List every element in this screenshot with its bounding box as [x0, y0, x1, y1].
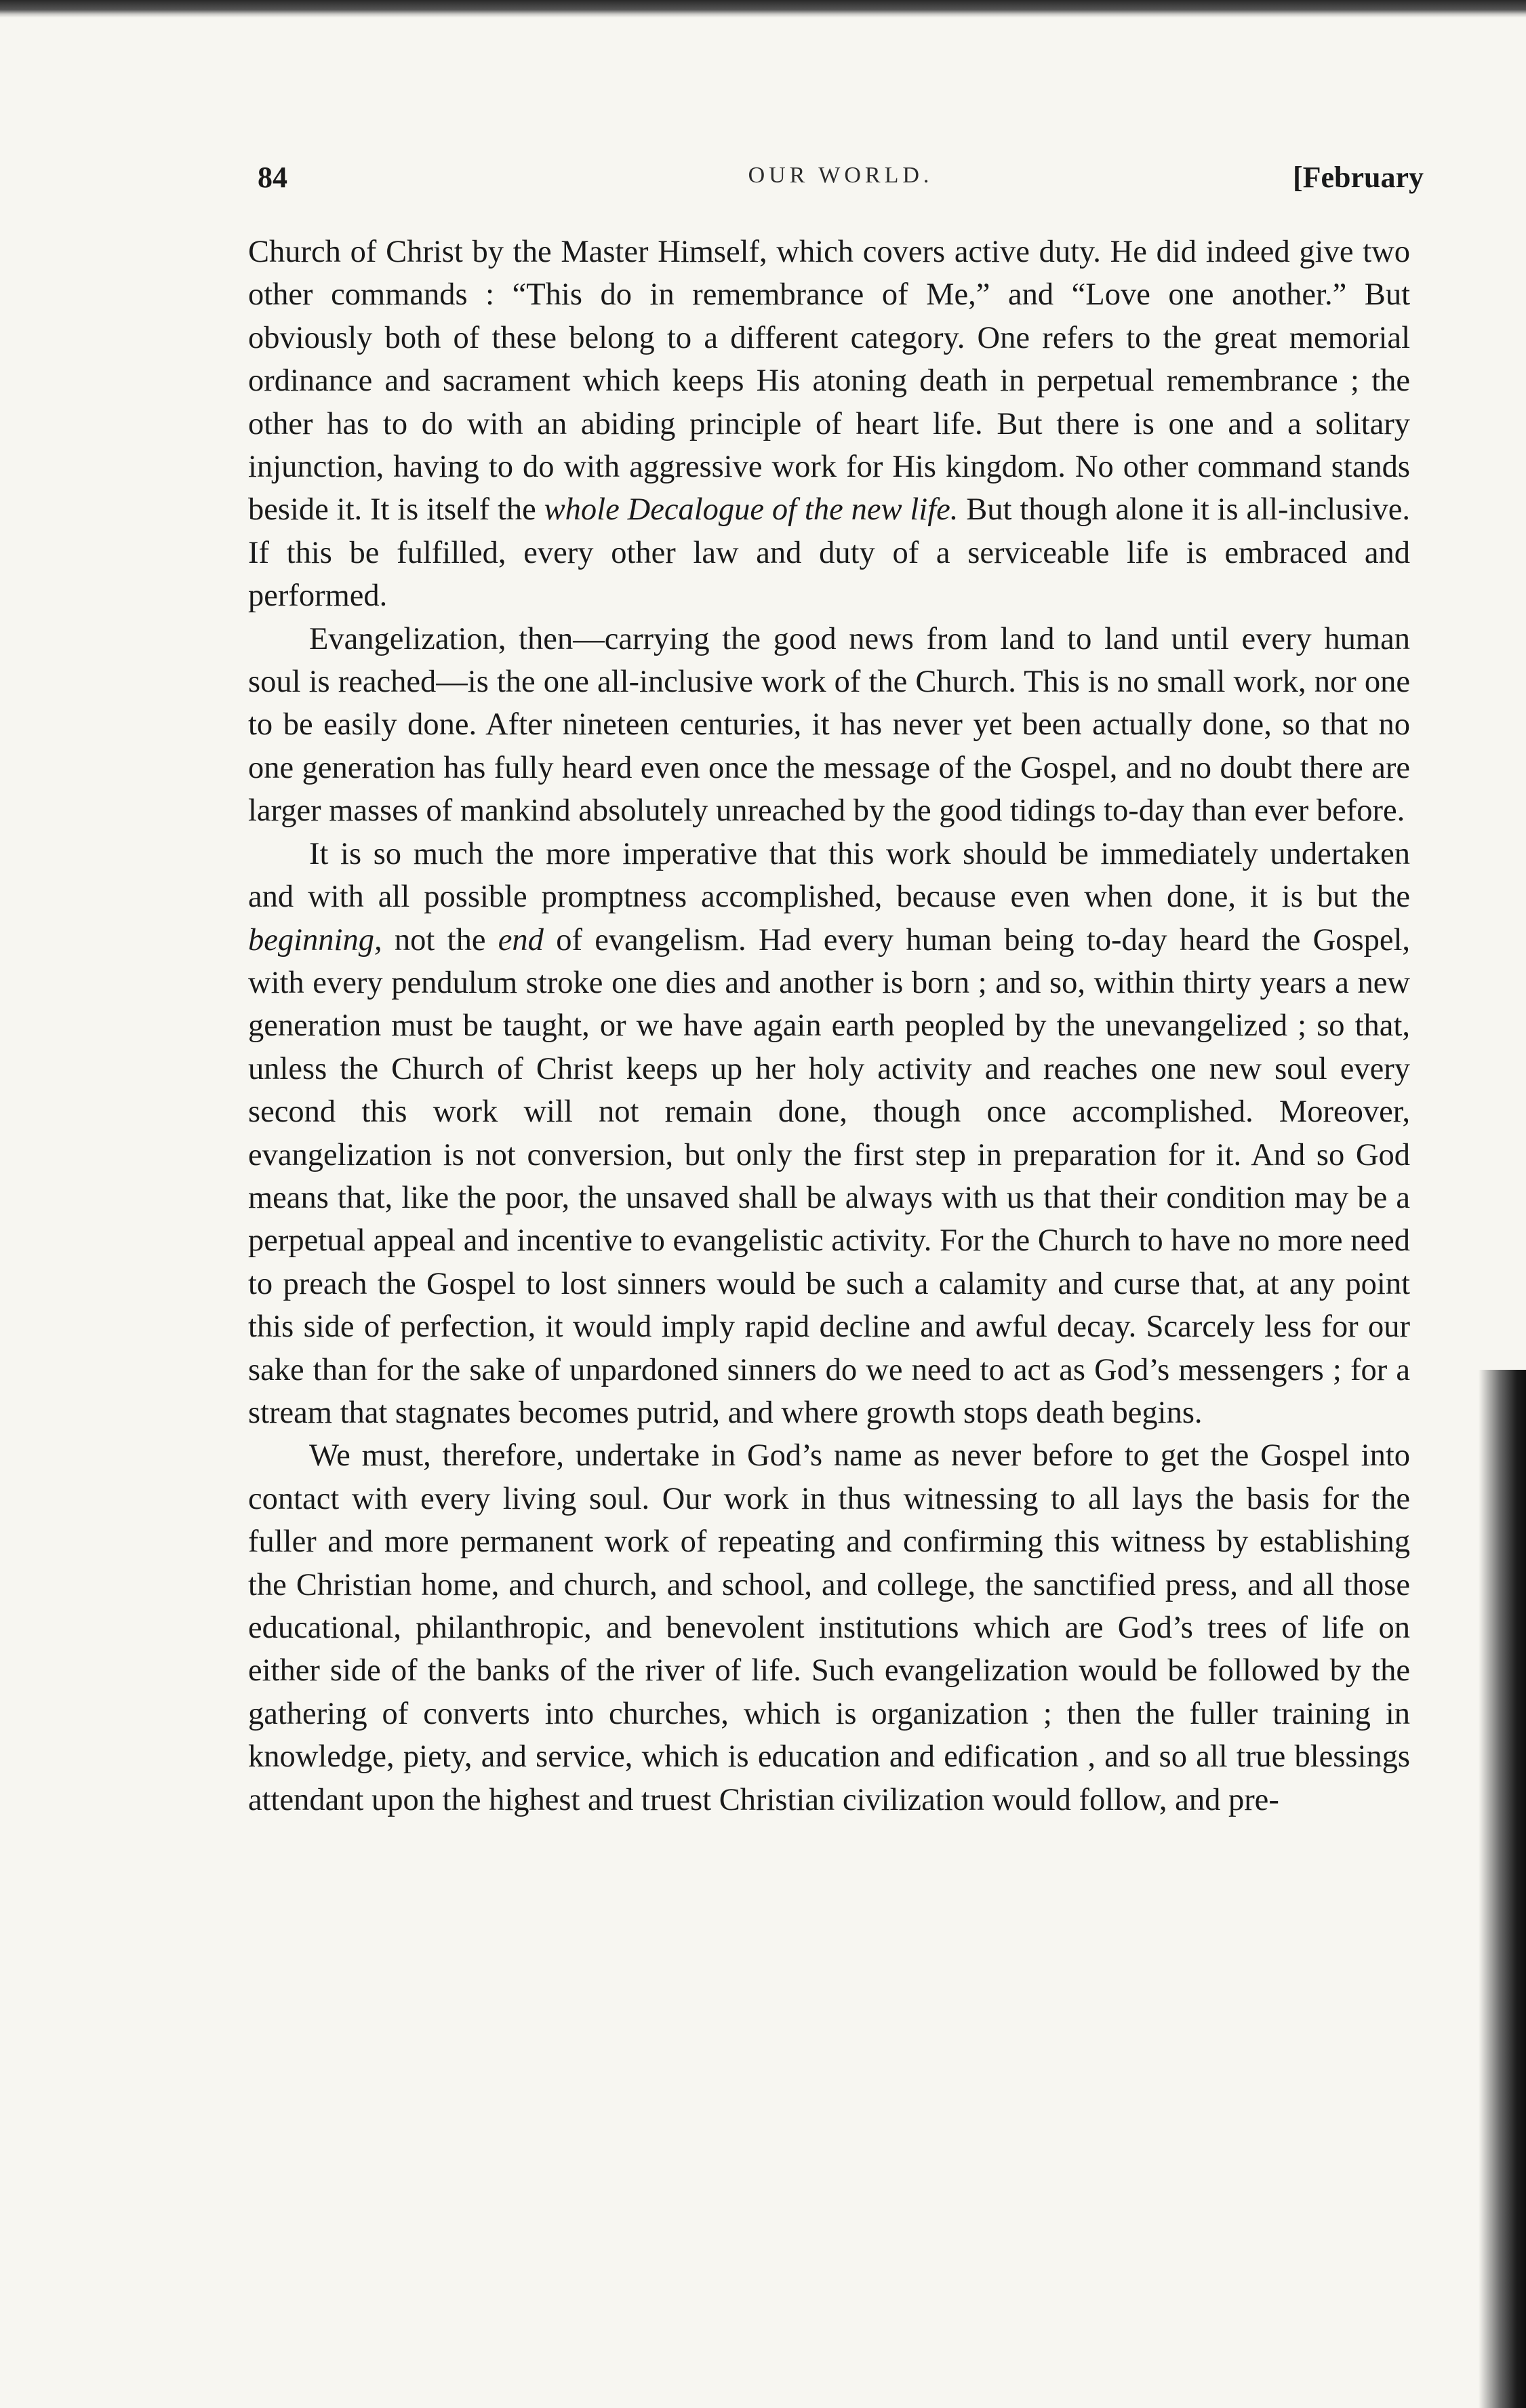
paragraph-3-text-c: of evangelism. Had every human being to-day heard the Gospel, with every pendulum stroke one dies and another is born ; and so, within thirty years a new generation must be taught, or we have again earth peopled by the unevangelized ; so that, unless the Church of Christ keeps up her holy activity and reaches one new soul every second this work will not remain done, though once accomplished. Moreover, evangelization is not conversion, but only the first step in preparation for it. And so God means that, like the poor, the unsaved shall be always with us that their condition may be a perpetual appeal and incentive to evangelistic activity. For the Church to have no more need to preach the Gospel to lost sinners would be such a calamity and curse that, at any point this side of perfection, it would imply rapid decline and awful decay. Scarcely less for our sake than for the sake of unpardoned sinners do we need to act as God’s messengers ; for a stream that stagnates becomes putrid, and where growth stops death begins. — [248, 922, 1410, 1430]
paragraph-1-text-a: Church of Christ by the Master Himself, which covers active duty. He did indeed give two other commands : “This do in remembrance of Me,” and “Love one another.” But obviously both of these belong to a different category. One refers to the great memorial ordinance and sacrament which keeps His atoning death in perpetual remembrance ; the other has to do with an abiding principle of heart life. But there is one and a solitary injunction, having to do with aggressive work for His kingdom. No other command stands beside it. It is itself the — [248, 235, 1410, 528]
running-header — [258, 160, 1424, 208]
scan-edge-right — [1479, 1370, 1526, 2408]
paragraph-3-text-b: not the — [382, 922, 498, 958]
paragraph-2: Evangelization, then—carrying the good news from land to land until every human soul is reached—is the one all-inclusive work of the Church. This is no small work, nor one to be easily done. After nineteen centuries, it has never yet been actually done, so that no one generation has fully heard even once the message of the Gospel, and no doubt there are larger masses of mankind absolutely unreached by the good tidings to-day than ever before. — [248, 621, 1410, 829]
paragraph-1 — [248, 231, 1410, 618]
running-month: [February — [1292, 161, 1424, 194]
running-title: OUR WORLD. — [748, 163, 933, 188]
paragraph-4: We must, therefore, undertake in God’s name as never before to get the Gospel into contact with every living soul. Our work in thus witnessing to all lays the basis for the fuller and more permanent work of repeating and confirming this witness by establishing the Christian home, and church, and school, and college, the sanctified press, and all those educational, philanthropic, and benevolent institutions which are God’s trees of life on either side of the banks of the river of life. Such evangelization would be followed by the gathering of converts into churches, which is organization ; then the fuller training in knowledge, piety, and service, which is education and edification , and so all true blessings attendant upon the highest and truest Christian civilization would follow, and pre- — [248, 1438, 1410, 1817]
paragraph-3 — [248, 833, 1410, 1435]
paragraph-3-italic-beginning: beginning, — [248, 922, 382, 958]
paragraph-3-italic-end: end — [498, 922, 544, 958]
page-number: 84 — [258, 161, 287, 194]
body-text — [248, 231, 1410, 1821]
paragraph-1-italic-phrase: whole Decalogue of the new life. — [544, 492, 959, 528]
paragraph-1-text-b: But though alone it is all-inclusive. If this be fulfilled, every other law and duty of a serviceable life is embraced and performed. — [248, 492, 1410, 614]
scan-edge-top — [0, 0, 1526, 18]
paragraph-3-text-a: It is so much the more imperative that this work should be immediately undertaken and with all possible promptness accomplished, because even when done, it is but the — [248, 836, 1410, 915]
